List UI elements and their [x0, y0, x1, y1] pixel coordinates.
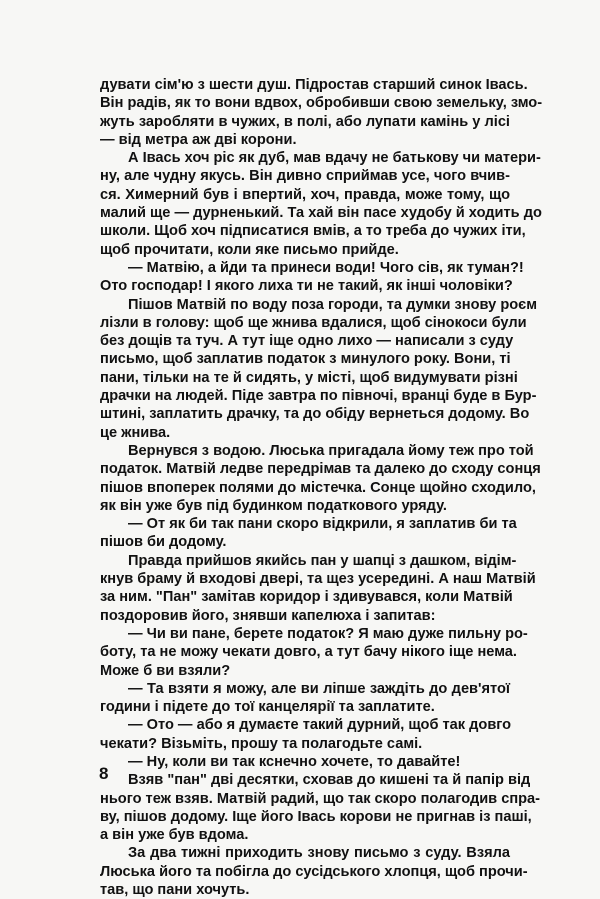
text-line: Вернувся з водою. Люська пригадала йому теж про той: [128, 442, 534, 459]
text-line: — Та взяти я можу, але ви ліпше заждіть до дев'ятої: [128, 680, 510, 697]
text-line: Люська його та побігла до сусідського хлопця, щоб прочи-: [100, 863, 528, 880]
text-line: лізли в голову: щоб ще жнива вдалися, щоб сінокоси були: [100, 314, 527, 331]
text-line: пани, тільки на те й сидять, у місті, щоб видумувати різні: [100, 369, 518, 386]
text-line: щоб прочитати, коли яке письмо прийде.: [100, 241, 399, 258]
text-line: кнув браму й входові двері, та щез усередині. А наш Матвій: [100, 571, 536, 588]
text-line: Може б ви взяли?: [100, 662, 231, 679]
text-line: Взяв "пан" дві десятки, сховав до кишені та й папір від: [128, 772, 531, 789]
text-line: без дощів та туч. А тут іще одно лихо — написали з суду: [100, 333, 514, 350]
text-line: жуть заробляти в чужих, в полі, або лупати камінь у лісі: [100, 113, 510, 130]
text-line: години і підете до тої канцелярії та заплатите.: [100, 699, 435, 716]
text-line: а він уже був вдома.: [100, 827, 249, 844]
text-line: За два тижні приходить знову письмо з суду. Взяла: [128, 845, 510, 862]
text-line: штині, заплатить драчку, та до обіду вернеться додому. Во: [100, 406, 530, 423]
text-line: за ним. "Пан" замітав коридор і здивувався, коли Матвій: [100, 589, 513, 606]
text-line: податок. Матвій ледве передрімав та далеко до сходу сонця: [100, 461, 541, 478]
text-line: — Чи ви пане, берете податок? Я маю дуже пильну ро-: [128, 625, 528, 642]
text-line: драчки на людей. Піде завтра по півночі, вранці буде в Бур-: [100, 388, 537, 405]
text-line: тав, що пани хочуть.: [100, 882, 250, 899]
text-line: — Матвію, а йди та принеси води! Чого сів, як туман?!: [128, 259, 524, 276]
text-line: поздоровив його, знявши капелюха і запитав:: [100, 607, 436, 624]
text-line: малий ще — дурненький. Та хай він пасе худобу й ходить до: [100, 205, 542, 222]
text-line: письмо, щоб заплатив податок з минулого року. Вони, ті: [100, 351, 511, 368]
text-line: школи. Щоб хоч підписатися вмів, а то треба до чужих іти,: [100, 223, 526, 240]
text-line: Пішов Матвій по воду поза городи, та думки знову роєм: [128, 296, 538, 313]
text-line: — Ото — або я думаєте такий дурний, щоб так довго: [128, 717, 512, 734]
text-line: — От як би так пани скоро відкрили, я заплатив би та: [128, 516, 517, 533]
page-number: 8: [99, 764, 109, 783]
text-line: як він уже був під будинком податкового уряду.: [100, 497, 447, 514]
page-body-text: [100, 76, 543, 899]
text-line: — від метра аж дві корони.: [100, 131, 297, 148]
text-line: пішов впоперек полями до містечка. Сонце щойно сходило,: [100, 479, 536, 496]
text-line: дувати сім'ю з шести душ. Підростав старший синок Івась.: [100, 77, 528, 93]
text-line: це жнива.: [100, 424, 171, 441]
text-line: ся. Химерний був і впертий, хоч, правда, може тому, що: [100, 186, 510, 203]
text-line: ву, пішов додому. Іще його Івась корови не пригнав із паші,: [100, 808, 532, 825]
text-line: нього теж взяв. Матвій радий, що так скоро полагодив спра-: [100, 790, 541, 807]
text-line: Ото господар! І якого лиха ти не такий, як інші чоловіки?: [100, 278, 513, 295]
text-line: пішов би додому.: [100, 534, 227, 551]
text-line: чекати? Візьміть, прошу та полагодьте самі.: [100, 735, 423, 752]
text-line: Правда прийшов якийсь пан у шапці з дашком, відім-: [128, 552, 517, 569]
text-line: боту, та не можу чекати довго, а тут бачу нікого іще нема.: [100, 644, 517, 661]
text-line: — Ну, коли ви так кснечно хочете, то давайте!: [128, 753, 461, 770]
text-line: Він радів, як то вони вдвох, обробивши свою земельку, змо-: [100, 95, 543, 112]
text-line: ну, але чудну якусь. Він дивно сприймав усе, чого вчив-: [100, 168, 510, 185]
text-line: А Івась хоч ріс як дуб, мав вдачу не батькову чи матери-: [128, 150, 541, 167]
